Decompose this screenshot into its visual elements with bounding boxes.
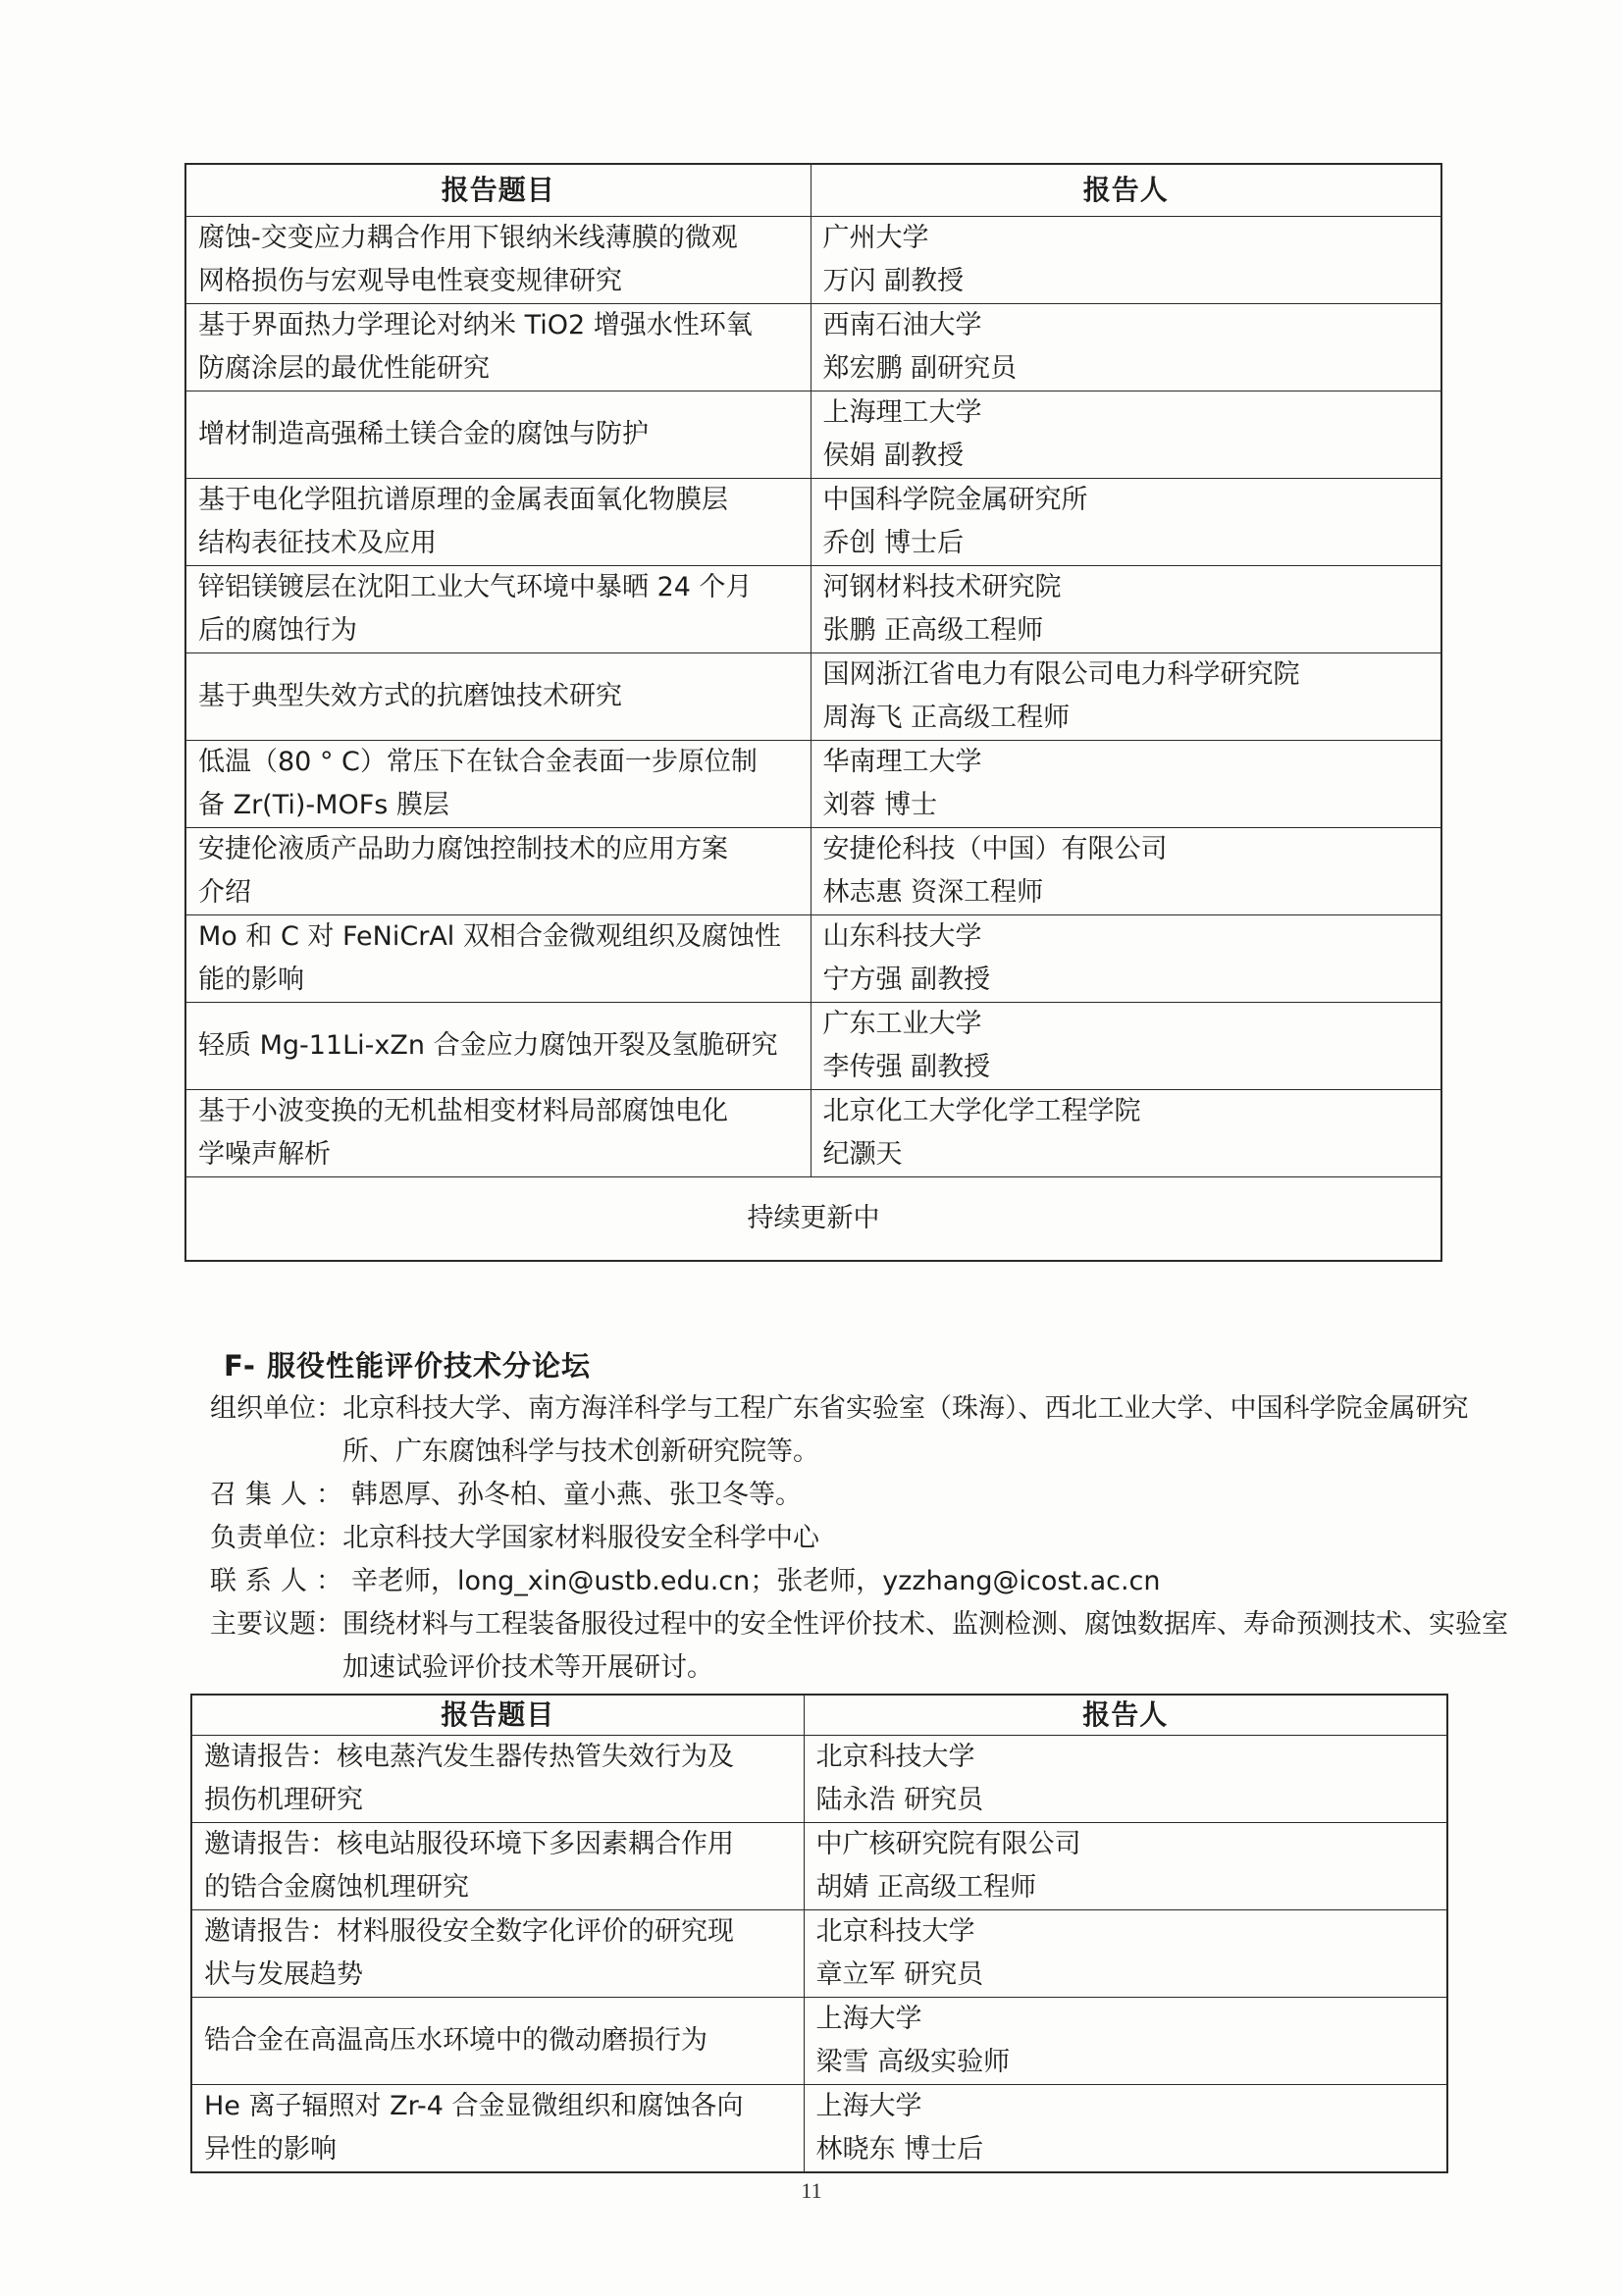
report-title-line: 基于典型失效方式的抗磨蚀技术研究 [198, 681, 622, 711]
report-title-cell [185, 1003, 811, 1090]
table-row [185, 1090, 1441, 1177]
table-row [185, 479, 1441, 566]
speaker-cell [811, 1090, 1441, 1177]
report-title-line: 结构表征技术及应用 [198, 528, 437, 558]
report-title-cell [185, 391, 811, 479]
report-title-line: 邀请报告：核电站服役环境下多因素耦合作用 [204, 1829, 734, 1859]
report-title-line: 邀请报告：材料服役安全数字化评价的研究现 [204, 1916, 734, 1947]
speaker-name: 宁方强 副教授 [822, 965, 991, 995]
table-footer-row [185, 1177, 1441, 1262]
speaker-cell [811, 479, 1441, 566]
report-title-line: He 离子辐照对 Zr-4 合金显微组织和腐蚀各向 [204, 2091, 744, 2121]
updating-note: 持续更新中 [185, 1177, 1441, 1262]
forum-info-value: 围绕材料与工程装备服役过程中的安全性评价技术、监测检测、腐蚀数据库、寿命预测技术、实验室加速试验评价技术等开展研讨。 [342, 1609, 1508, 1683]
speaker-name: 胡婧 正高级工程师 [815, 1872, 1037, 1903]
report-title-cell [185, 828, 811, 915]
speaker-cell [804, 1823, 1447, 1910]
report-title-cell [191, 1998, 804, 2085]
report-title-cell [191, 1823, 804, 1910]
speaker-name: 梁雪 高级实验师 [815, 2047, 1011, 2077]
header-report-title: 报告题目 [191, 1695, 804, 1736]
forum-info-value: 辛老师，long_xin@ustb.edu.cn；张老师，yzzhang@icost.ac.cn [351, 1566, 1161, 1596]
report-title-line: 邀请报告：核电蒸汽发生器传热管失效行为及 [204, 1742, 734, 1772]
forum-info-label: 召集人： [210, 1480, 351, 1510]
report-title-line: 基于电化学阻抗谱原理的金属表面氧化物膜层 [198, 485, 728, 515]
forum-info-label: 联系人： [210, 1566, 351, 1596]
speaker-cell [811, 566, 1441, 653]
forum-info-value: 北京科技大学、南方海洋科学与工程广东省实验室（珠海）、西北工业大学、中国科学院金属研究所、广东腐蚀科学与技术创新研究院等。 [342, 1393, 1469, 1467]
forum-info-row [210, 1387, 1515, 1474]
report-title-line: 锌铝镁镀层在沈阳工业大气环境中暴晒 24 个月 [198, 572, 753, 602]
speaker-name: 章立军 研究员 [815, 1959, 984, 1990]
report-title-line: 网格损伤与宏观导电性衰变规律研究 [198, 266, 622, 296]
speaker-cell [804, 1998, 1447, 2085]
table-row [185, 391, 1441, 479]
table-row [191, 1736, 1447, 1823]
table-row [185, 653, 1441, 741]
forum-section [210, 1344, 1515, 1690]
report-title-cell [191, 2085, 804, 2173]
speaker-cell [804, 1736, 1447, 1823]
report-title-cell [185, 566, 811, 653]
table-row [185, 828, 1441, 915]
forum-info-label: 组织单位： [210, 1393, 342, 1424]
speaker-name: 万闪 副教授 [822, 266, 965, 296]
report-title-line: 低温（80 ° C）常压下在钛合金表面一步原位制 [198, 747, 758, 777]
speaker-cell [811, 304, 1441, 391]
speaker-affiliation: 中国科学院金属研究所 [822, 485, 1088, 515]
speaker-affiliation: 河钢材料技术研究院 [822, 572, 1062, 602]
report-title-line: 防腐涂层的最优性能研究 [198, 353, 490, 384]
header-report-title: 报告题目 [185, 164, 811, 217]
page-number: 11 [801, 2178, 822, 2203]
table-row [185, 1003, 1441, 1090]
speaker-cell [811, 741, 1441, 828]
header-speaker: 报告人 [811, 164, 1441, 217]
report-title-line: Mo 和 C 对 FeNiCrAl 双相合金微观组织及腐蚀性 [198, 921, 781, 952]
speaker-cell [811, 828, 1441, 915]
forum-info-label: 主要议题： [210, 1609, 342, 1640]
report-title-line: 介绍 [198, 877, 251, 908]
forum-info-row [210, 1474, 1515, 1517]
report-table-2 [190, 1694, 1448, 2173]
report-title-line: 损伤机理研究 [204, 1785, 363, 1815]
report-title-line: 状与发展趋势 [204, 1959, 363, 1990]
report-title-cell [185, 741, 811, 828]
speaker-name: 郑宏鹏 副研究员 [822, 353, 1018, 384]
speaker-affiliation: 北京科技大学 [815, 1916, 975, 1947]
table-row [191, 2085, 1447, 2173]
report-title-cell [191, 1910, 804, 1998]
speaker-cell [804, 1910, 1447, 1998]
speaker-name: 李传强 副教授 [822, 1052, 991, 1082]
speaker-affiliation: 上海大学 [815, 2004, 922, 2034]
report-title-line: 锆合金在高温高压水环境中的微动磨损行为 [204, 2025, 707, 2056]
speaker-cell [811, 915, 1441, 1003]
report-title-line: 增材制造高强稀土镁合金的腐蚀与防护 [198, 419, 649, 449]
report-title-line: 异性的影响 [204, 2134, 337, 2165]
report-title-line: 轻质 Mg-11Li-xZn 合金应力腐蚀开裂及氢脆研究 [198, 1030, 778, 1061]
table-row [185, 566, 1441, 653]
report-title-cell [191, 1736, 804, 1823]
report-title-line: 能的影响 [198, 965, 304, 995]
forum-info-row [210, 1603, 1515, 1690]
table-row [185, 304, 1441, 391]
report-title-line: 的锆合金腐蚀机理研究 [204, 1872, 469, 1903]
table-header-row [185, 164, 1441, 217]
speaker-affiliation: 安捷伦科技（中国）有限公司 [822, 834, 1168, 864]
speaker-name: 张鹏 正高级工程师 [822, 615, 1044, 646]
forum-info-value: 北京科技大学国家材料服役安全科学中心 [342, 1523, 819, 1553]
table-header-row [191, 1695, 1447, 1736]
forum-info-value: 韩恩厚、孙冬柏、童小燕、张卫冬等。 [351, 1480, 802, 1510]
speaker-affiliation: 广州大学 [822, 223, 929, 253]
report-title-line: 安捷伦液质产品助力腐蚀控制技术的应用方案 [198, 834, 728, 864]
speaker-name: 周海飞 正高级工程师 [822, 703, 1071, 733]
report-table-1 [184, 163, 1442, 1262]
speaker-affiliation: 华南理工大学 [822, 747, 982, 777]
speaker-affiliation: 国网浙江省电力有限公司电力科学研究院 [822, 659, 1300, 690]
forum-info-row [210, 1560, 1515, 1603]
speaker-cell [811, 653, 1441, 741]
report-title-cell [185, 304, 811, 391]
speaker-affiliation: 北京科技大学 [815, 1742, 975, 1772]
speaker-affiliation: 山东科技大学 [822, 921, 982, 952]
speaker-affiliation: 广东工业大学 [822, 1009, 982, 1039]
speaker-cell [811, 1003, 1441, 1090]
report-title-line: 基于小波变换的无机盐相变材料局部腐蚀电化 [198, 1096, 728, 1126]
speaker-affiliation: 上海理工大学 [822, 397, 982, 428]
forum-info-row [210, 1517, 1515, 1560]
speaker-cell [804, 2085, 1447, 2173]
report-title-line: 基于界面热力学理论对纳米 TiO2 增强水性环氧 [198, 310, 753, 340]
table-row [185, 741, 1441, 828]
speaker-name: 纪灏天 [822, 1139, 903, 1170]
report-title-cell [185, 479, 811, 566]
speaker-name: 林晓东 博士后 [815, 2134, 984, 2165]
report-title-line: 腐蚀-交变应力耦合作用下银纳米线薄膜的微观 [198, 223, 738, 253]
speaker-name: 刘蓉 博士 [822, 790, 938, 820]
header-speaker: 报告人 [804, 1695, 1447, 1736]
forum-title: F- 服役性能评价技术分论坛 [224, 1349, 592, 1383]
table-row [185, 915, 1441, 1003]
table-row [191, 1998, 1447, 2085]
report-title-cell [185, 653, 811, 741]
report-title-line: 后的腐蚀行为 [198, 615, 357, 646]
report-title-cell [185, 217, 811, 304]
speaker-name: 乔创 博士后 [822, 528, 965, 558]
speaker-affiliation: 上海大学 [815, 2091, 922, 2121]
table-row [185, 217, 1441, 304]
report-title-cell [185, 1090, 811, 1177]
speaker-name: 陆永浩 研究员 [815, 1785, 984, 1815]
report-title-line: 学噪声解析 [198, 1139, 331, 1170]
table-row [191, 1823, 1447, 1910]
speaker-cell [811, 391, 1441, 479]
speaker-affiliation: 北京化工大学化学工程学院 [822, 1096, 1141, 1126]
report-title-cell [185, 915, 811, 1003]
speaker-affiliation: 中广核研究院有限公司 [815, 1829, 1081, 1859]
speaker-name: 侯娟 副教授 [822, 441, 965, 471]
forum-info-label: 负责单位： [210, 1523, 342, 1553]
report-title-line: 备 Zr(Ti)-MOFs 膜层 [198, 790, 449, 820]
table-row [191, 1910, 1447, 1998]
forum-info-list [210, 1387, 1515, 1690]
speaker-affiliation: 西南石油大学 [822, 310, 982, 340]
speaker-name: 林志惠 资深工程师 [822, 877, 1044, 908]
speaker-cell [811, 217, 1441, 304]
